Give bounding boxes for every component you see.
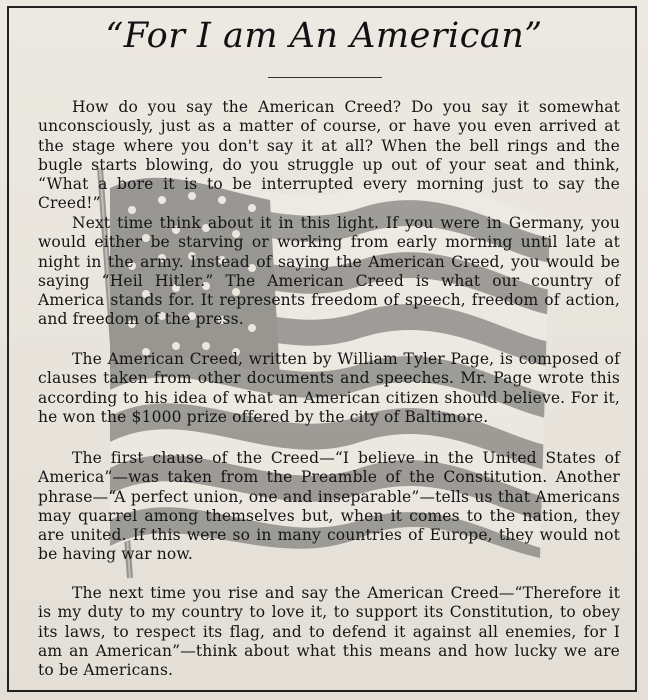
- article-paragraph-3: The American Creed, written by William Tyler Page, is composed of clauses taken from other documents and speeches. Mr. Page wrote this according to his idea of what an American citizen should believe. For it, he won the $1000 prize offered by the city of Baltimore.: [38, 350, 620, 426]
- article-title: “For I am An American”: [105, 16, 543, 56]
- article-paragraph-4: The first clause of the Creed—“I believe in the United States of America”—was taken from the Preamble of the Constitution. Another phrase—“A perfect union, one and inseparable”—tells us that Americans may quarrel among themselves but, when it comes to the nation, they are united. If this were so in many countries of Europe, they would not be having war now.: [38, 449, 620, 564]
- article-paragraph-5: The next time you rise and say the American Creed—“Therefore it is my duty to my country to love it, to support its Constitution, to obey its laws, to respect its flag, and to defend it against all enemies, for I am an American”—think about what this means and how lucky we are to be Americans.: [38, 584, 620, 680]
- article-paragraph-2: Next time think about it in this light. If you were in Germany, you would either be starving or working from early morning until late at night in the army. Instead of saying the American Creed, you would be saying “Heil Hitler.” The American Creed is what our country of America stands for. It represents freedom of speech, freedom of action, and freedom of the press.: [38, 214, 620, 329]
- article-paragraph-1: How do you say the American Creed? Do you say it somewhat unconsciously, just as a matter of course, or have you even arrived at the stage where you don't say it at all? When the bell rings and the bugle starts blowing, do you struggle up out of your seat and think, “What a bore it is to be interrupted every morning just to say the Creed!”: [38, 98, 620, 213]
- title-divider: [268, 77, 382, 78]
